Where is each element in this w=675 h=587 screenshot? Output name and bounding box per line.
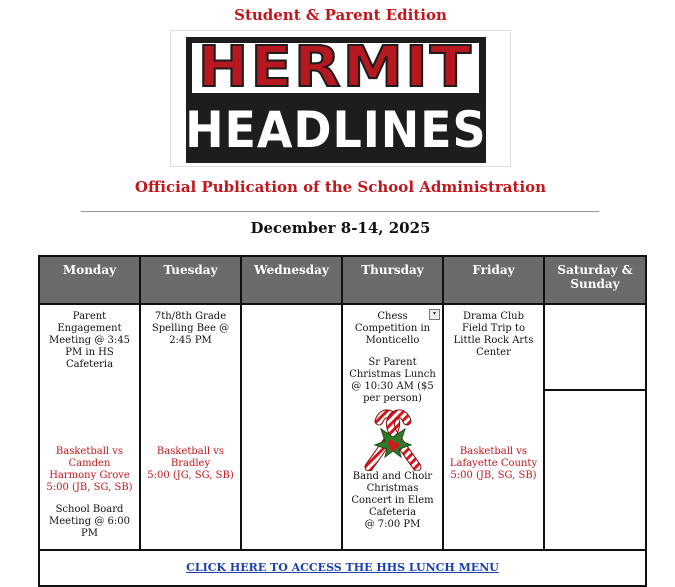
day-cell-monday [39,304,140,550]
calendar-footer-row [39,550,646,586]
event-text: Drama Club Field Trip to Little Rock Arts Center [453,311,534,358]
dropdown-icon[interactable]: ▾ [429,309,440,320]
edition-label: Student & Parent Edition [234,6,447,24]
event-text: Parent Engagement Meeting @ 3:45 PM in HS Cafeteria [49,311,130,370]
week-title: December 8-14, 2025 [250,219,431,237]
sport-time: 5:00 (JG, SG, SB) [147,470,234,481]
logo-word-hermit: HERMIT [197,35,474,100]
day-header-thursday: Thursday [342,256,443,304]
event-text: Sr Parent Christmas Lunch @ 10:30 AM ($5 per person) [349,357,436,404]
spacer [45,371,134,446]
day-cell-thursday [342,304,443,550]
calendar-header-row [39,256,646,304]
day-cell-wednesday [241,304,342,550]
sport-event: Basketball vs Bradley [156,446,225,469]
day-header-tuesday: Tuesday [140,256,241,304]
day-header-wednesday: Wednesday [241,256,342,304]
spacer [146,347,235,446]
sport-time: 5:00 (JB, SG, SB) [450,470,537,481]
weekly-calendar [38,255,647,587]
sport-event: Basketball vs Lafayette County [449,446,538,469]
sport-event: Basketball vs Camden Harmony Grove [49,446,130,481]
calendar-events-row [39,304,646,390]
day-header-weekend: Saturday & Sunday [544,256,646,304]
divider [81,211,599,212]
day-cell-friday [443,304,544,550]
footer-cell [39,550,646,586]
hermit-headlines-logo [170,30,511,167]
spacer [449,359,538,446]
sport-time: 5:00 (JB, SG, SB) [46,482,133,493]
candy-cane-icon [355,407,431,471]
lunch-menu-link[interactable]: CLICK HERE TO ACCESS THE HHS LUNCH MENU [186,560,499,574]
event-text: School Board Meeting @ 6:00 PM [49,504,130,539]
publication-subtitle: Official Publication of the School Administration [134,178,547,196]
logo-bottom-band [186,99,486,161]
day-cell-tuesday [140,304,241,550]
spacer [45,494,134,504]
event-text: 7th/8th Grade Spelling Bee @ 2:45 PM [151,311,230,346]
day-cell-sunday [544,390,646,550]
logo-word-headlines: HEADLINES [185,101,487,159]
day-header-friday: Friday [443,256,544,304]
day-cell-saturday [544,304,646,390]
logo-frame [186,37,486,163]
event-text: Band and Choir Christmas Concert in Elem Cafeteria [351,471,434,518]
spacer [348,347,437,357]
event-time: @ 7:00 PM [364,519,421,530]
day-header-monday: Monday [39,256,140,304]
event-text: Chess Competition in Monticello [354,311,431,346]
logo-top-band [192,35,479,100]
